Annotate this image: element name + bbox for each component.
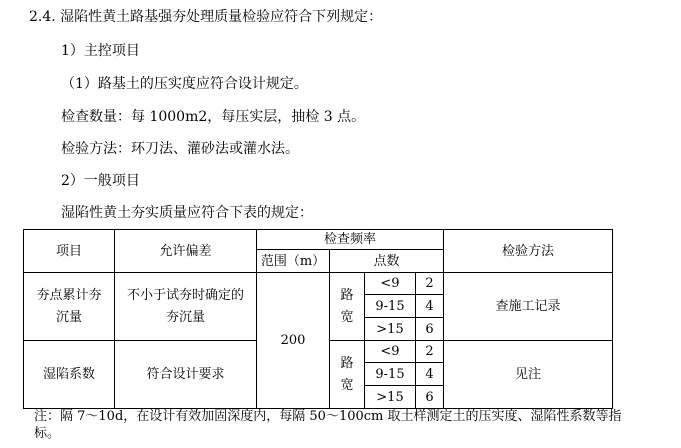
row1-road-width-label: 路宽 — [330, 273, 365, 341]
header-frequency: 检查频率 — [257, 230, 444, 250]
row1-tolerance: 不小于试夯时确定的夯沉量 — [115, 273, 257, 341]
row1-points-1: 2 — [416, 273, 444, 295]
header-item: 项目 — [24, 230, 115, 273]
range-value: 200 — [257, 273, 330, 409]
row2-item: 湿陷系数 — [24, 341, 115, 409]
row1-width-1: <9 — [365, 273, 416, 295]
row2-road-width-label: 路宽 — [330, 341, 365, 409]
main-items-heading: 1）主控项目 — [61, 43, 140, 59]
row2-method: 见注 — [444, 341, 613, 409]
header-tolerance: 允许偏差 — [115, 230, 257, 273]
row1-width-3: >15 — [365, 318, 416, 341]
table-intro: 湿陷性黄土夯实质量应符合下表的规定： — [61, 205, 313, 221]
header-method: 检验方法 — [444, 230, 613, 273]
section-heading: 2.4. 湿陷性黄土路基强夯处理质量检验应符合下列规定： — [29, 9, 383, 25]
row1-points-2: 4 — [416, 295, 444, 318]
check-method: 检验方法：环刀法、灌砂法或灌水法。 — [61, 141, 299, 157]
row1-method: 查施工记录 — [444, 273, 613, 341]
row2-points-1: 2 — [416, 341, 444, 363]
check-quantity: 检查数量：每 1000m2，每压实层，抽检 3 点。 — [61, 109, 366, 125]
row1-points-3: 6 — [416, 318, 444, 341]
row2-width-3: >15 — [365, 386, 416, 409]
row2-points-3: 6 — [416, 386, 444, 409]
table-note: 注：隔 7～10d，在设计有效加固深度内，每隔 50～100cm 取土样测定土的压实度、湿陷性系数等指标。 — [34, 409, 622, 441]
header-points: 点数 — [330, 250, 444, 273]
quality-table — [23, 229, 613, 409]
row1-item: 夯点累计夯沉量 — [24, 273, 115, 341]
row2-tolerance: 符合设计要求 — [115, 341, 257, 409]
row1-width-2: 9-15 — [365, 295, 416, 318]
general-items-heading: 2）一般项目 — [61, 173, 140, 189]
main-item-1: （1）路基土的压实度应符合设计规定。 — [61, 76, 308, 92]
row2-width-1: <9 — [365, 341, 416, 363]
row2-points-2: 4 — [416, 363, 444, 386]
row2-width-2: 9-15 — [365, 363, 416, 386]
header-range: 范围（m） — [257, 250, 330, 273]
